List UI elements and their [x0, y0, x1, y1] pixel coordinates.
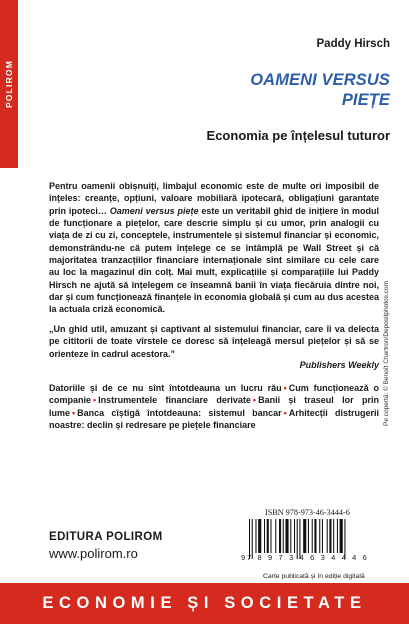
publisher-tab — [0, 0, 18, 168]
isbn-label: ISBN 978-973-46-3444-6 — [265, 508, 350, 517]
barcode-bar — [255, 519, 256, 553]
barcode-bar — [308, 519, 309, 553]
barcode-digit: 4 — [331, 553, 336, 562]
barcode-digit: 6 — [310, 553, 315, 562]
barcode-digit: 7 — [247, 553, 252, 562]
contents-item: Banii și traseul lor prin lume — [49, 395, 379, 418]
digital-edition-note: Carte publicată și în ediție digitală — [263, 573, 365, 580]
barcode-bar — [319, 519, 320, 553]
barcode-bar — [303, 519, 306, 553]
review-source: Publishers Weekly — [299, 360, 379, 370]
barcode-bar — [329, 519, 331, 553]
publisher-tab-label: POLIROM — [4, 59, 14, 109]
barcode-bar — [322, 519, 323, 553]
author-name: Paddy Hirsch — [316, 38, 390, 50]
barcode-bar — [285, 519, 288, 553]
barcode-bar — [275, 519, 276, 553]
barcode-bar — [270, 519, 271, 553]
barcode-bar — [264, 519, 265, 553]
description-title-italic: Oameni versus piețe — [109, 205, 199, 216]
contents-item: Datoriile și de ce nu sînt întotdeauna un lucru rău — [49, 383, 282, 393]
bullet-separator: • — [283, 383, 287, 393]
series-banner — [0, 583, 409, 624]
book-title-line2: PIEȚE — [341, 91, 390, 109]
book-description — [49, 180, 379, 316]
barcode-bar — [294, 519, 295, 553]
barcode-bar — [258, 519, 261, 553]
barcode-digits — [247, 553, 367, 562]
barcode-bar — [337, 519, 338, 553]
barcode-bar — [290, 519, 291, 553]
barcode-lead-digit: 9 — [241, 553, 246, 562]
publisher-name: EDITURA POLIROM — [49, 531, 163, 543]
contents-item: Cum funcționează o companie — [49, 383, 379, 406]
contents-list — [49, 382, 379, 431]
barcode-digit: 3 — [320, 553, 325, 562]
bullet-separator: • — [72, 407, 76, 418]
contents-item: Arhitecții distrugerii noastre: declin și redresare pe piețele financiare — [49, 407, 379, 431]
series-title: ECONOMIE ȘI SOCIETATE — [42, 594, 367, 612]
barcode-bar — [314, 519, 316, 553]
barcode-digit: 9 — [268, 553, 273, 562]
barcode-digit: 3 — [289, 553, 294, 562]
book-title-line1: OAMENI VERSUS — [250, 71, 390, 89]
photo-credit-text: Pe copertă: © Benoît Chartron/Depositphotos.com — [383, 281, 390, 426]
barcode-bar — [279, 519, 281, 553]
barcode-digit: 8 — [257, 553, 262, 562]
review-quote: „Un ghid util, amuzant și captivant al sistemului financiar, care îi va delecta pe cititorii de toate vîrstele ce doresc să înțeleagă mersul piețelor și să se orienteze în cadrul acestora.” — [49, 324, 379, 359]
barcode-bar — [327, 519, 328, 553]
barcode-digit: 4 — [299, 553, 304, 562]
contents-item: Instrumentele financiare derivate — [98, 395, 251, 406]
barcode-digit: 7 — [278, 553, 283, 562]
bullet-separator: • — [283, 407, 287, 418]
barcode-bar — [333, 519, 334, 553]
book-subtitle: Economia pe înțelesul tuturor — [206, 128, 390, 143]
contents-item: Banca cîștigă întotdeauna: sistemul bancar — [77, 407, 282, 418]
barcode-digit: 4 — [352, 553, 357, 562]
bullet-separator: • — [252, 395, 257, 406]
barcode-digit: 6 — [362, 553, 367, 562]
description-part2: este un veritabil ghid de inițiere în modul de funcționare a piețelor, care descrie simplu și cu umor, prin analogii cu viața de zi cu zi, conceptele, instrumentele și sistemul financiar și economic, demonstrându-ne că putem înțelege ce se întâmplă pe Wall Street și că majoritatea tranzacțiilor financiare internaționale sînt similare cu cele care au loc la magazinul din colț. Mai mult, explicațiile și comparațiile lui Paddy Hirsch ne ajută să înțelegem ce înseamnă banii în viața fiecăruia dintre noi, dar și cum funcționează finanțele în economia globală și cum au dus acestea la actuala criză economică. — [49, 205, 379, 315]
bullet-separator: • — [93, 395, 97, 406]
barcode-digit: 4 — [341, 553, 346, 562]
barcode-bar — [283, 519, 284, 553]
book-title — [250, 70, 390, 110]
barcode-bar — [267, 519, 269, 553]
description-part1: Pentru oamenii obișnuiți, limbajul economic este de multe ori imposibil de înțeles: creanțe, opțiuni, valoare mobiliară ipotecară, obligațiuni garantate prin ipoteci… — [49, 181, 379, 216]
publisher-website[interactable]: www.polirom.ro — [49, 546, 138, 561]
barcode-bar — [312, 519, 313, 553]
barcode-bar — [340, 519, 343, 553]
